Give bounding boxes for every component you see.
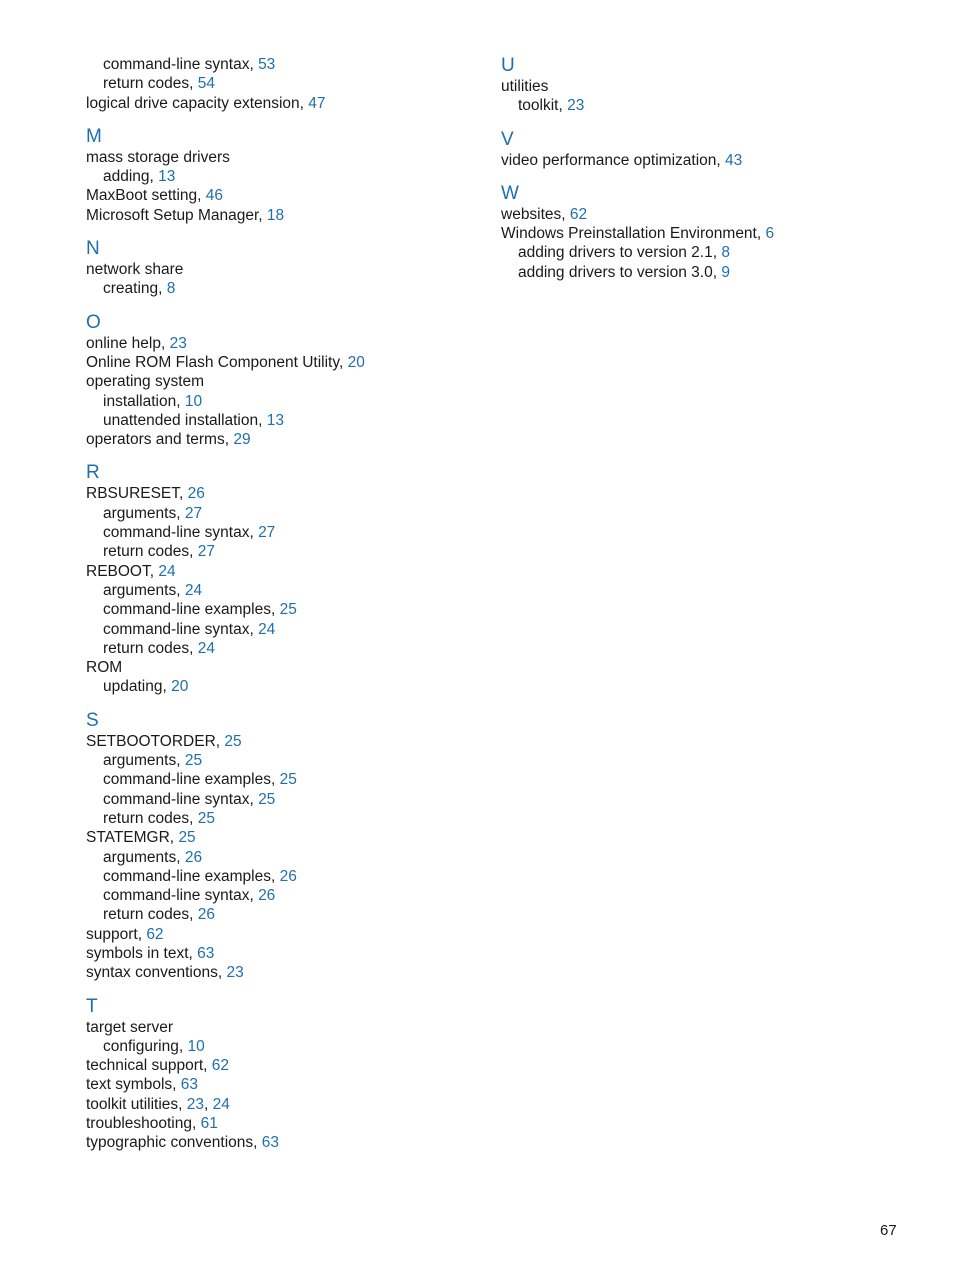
page-reference-link[interactable]: 23 [186,1095,205,1113]
page-reference-link[interactable]: 25 [279,771,297,789]
index-entry-text: video performance optimization, [501,151,726,169]
index-entry [86,430,486,449]
index-letter-heading: M [86,125,102,147]
index-entry [86,1133,486,1152]
index-entry [86,963,486,982]
index-entry [86,658,486,677]
index-entry [86,1114,486,1133]
index-entry-text: adding drivers to version 2.1, [518,244,722,262]
page-reference-link[interactable]: 10 [187,1037,205,1055]
index-entry [86,148,486,167]
page-reference-link[interactable]: 25 [184,752,203,770]
page-reference-link[interactable]: 24 [184,581,203,599]
index-entry-text: arguments, [103,752,185,770]
index-subentry [86,790,486,809]
index-entry-text: mass storage drivers [86,148,230,166]
index-entry [86,925,486,944]
index-entry-text: toolkit utilities, [86,1095,187,1113]
index-entry-text: command-line syntax, [103,887,259,905]
index-entry-text: command-line syntax, [103,620,259,638]
index-entry [86,562,486,581]
page-reference-link[interactable]: 25 [197,809,216,827]
index-entry-text: ROM [86,659,123,677]
index-subentry [86,751,486,770]
page-reference-link[interactable]: 25 [224,732,242,750]
page-reference-link[interactable]: 20 [347,353,365,371]
index-entry-text: configuring, [103,1037,188,1055]
page-reference-link[interactable]: 13 [158,168,176,186]
index-entry [86,334,486,353]
index-entry-text: symbols in text, [86,944,198,962]
index-entry [86,372,486,391]
page-reference-link[interactable]: 9 [721,263,730,281]
page-reference-link[interactable]: 61 [200,1115,218,1133]
index-entry-text: REBOOT, [86,562,159,580]
index-subentry [501,96,921,115]
index-entry-text: toolkit, [518,97,568,115]
page-reference-link[interactable]: 23 [226,964,244,982]
index-entry-text: technical support, [86,1057,212,1075]
index-subentry [86,542,486,561]
page-reference-link[interactable]: 27 [184,504,203,522]
page-reference-link[interactable]: 26 [197,906,216,924]
page-reference-link[interactable]: 62 [146,925,164,943]
index-entry [501,205,921,224]
index-entry-text: adding drivers to version 3.0, [518,263,722,281]
page-reference-link[interactable]: 25 [279,601,297,619]
index-entry-text: arguments, [103,581,185,599]
index-column-right [501,55,921,282]
index-subentry [86,167,486,186]
index-entry-text: websites, [501,205,570,223]
index-entry [86,353,486,372]
index-subentry [86,886,486,905]
index-entry-text: support, [86,925,147,943]
index-subentry [86,677,486,696]
page-reference-link[interactable]: 24 [258,620,276,638]
index-entry-text: unattended installation, [103,411,267,429]
index-subentry [86,392,486,411]
index-entry-text: command-line syntax, [103,56,259,73]
index-entry-text: creating, [103,280,167,298]
index-entry [501,77,921,96]
page-reference-link[interactable]: 26 [187,485,205,503]
index-entry-text: command-line syntax, [103,524,259,542]
index-entry-text: network share [86,261,184,279]
index-entry-text: command-line examples, [103,867,280,885]
index-entry-text: Microsoft Setup Manager, [86,206,267,224]
index-entry-text: installation, [103,392,185,410]
index-entry-text: target server [86,1018,174,1036]
index-entry-text: Online ROM Flash Component Utility, [86,353,348,371]
page-number: 67 [880,1222,897,1239]
index-letter-heading: U [501,55,515,76]
index-entry [86,944,486,963]
index-subentry [86,74,486,93]
index-entry-text: return codes, [103,809,198,827]
index-entry-text: command-line examples, [103,771,280,789]
page-reference-link[interactable]: 46 [205,187,224,205]
index-subentry [501,263,921,282]
page-reference-link[interactable]: 8 [166,280,176,298]
index-entry-text: command-line syntax, [103,790,259,808]
page-reference-link[interactable]: 63 [261,1134,280,1152]
page-reference-link[interactable]: 27 [258,524,276,542]
index-entry-text: return codes, [103,639,198,657]
page-reference-link[interactable]: 63 [197,944,215,962]
index-subentry [86,504,486,523]
page-reference-link[interactable]: 26 [258,887,276,905]
page-reference-link[interactable]: 13 [266,411,284,429]
index-entry-text: typographic conventions, [86,1134,262,1152]
index-entry-text: STATEMGR, [86,829,179,847]
index-entry-text: return codes, [103,75,198,93]
page-reference-link[interactable]: 6 [765,225,775,243]
index-letter-heading: S [86,709,99,731]
page-reference-link[interactable]: 63 [180,1076,198,1094]
index-entry [86,94,486,113]
index-subentry [86,620,486,639]
index-subentry [86,809,486,828]
index-entry [86,186,486,205]
index-entry-text: MaxBoot setting, [86,187,206,205]
page-reference-link[interactable]: 25 [258,790,276,808]
page-reference-link[interactable]: 26 [184,848,203,866]
index-entry [501,151,921,170]
index-entry-text: return codes, [103,906,198,924]
index-subentry [86,581,486,600]
index-entry-text: command-line examples, [103,601,280,619]
index-subentry [86,523,486,542]
index-entry-text: return codes, [103,543,198,561]
index-entry-text: operating system [86,373,205,391]
page-reference-link[interactable]: 8 [721,244,730,262]
index-subentry [86,639,486,658]
page-reference-link[interactable]: 24 [158,562,176,580]
index-subentry [86,848,486,867]
index-entry [86,1018,486,1037]
index-entry [501,224,921,243]
page-reference-link[interactable]: 24 [197,639,216,657]
page-reference-link[interactable]: 23 [169,334,187,352]
index-subentry [86,600,486,619]
index-entry-text: SETBOOTORDER, [86,732,225,750]
index-entry [86,484,486,503]
page-reference-link[interactable]: 62 [211,1057,230,1075]
index-subentry [86,770,486,789]
index-letter-heading: T [86,995,98,1017]
index-subentry [86,279,486,298]
page-reference-link[interactable]: 47 [308,94,326,112]
index-entry-text: arguments, [103,504,185,522]
index-letter-heading: N [86,238,100,260]
page-reference-link[interactable]: 29 [233,431,251,449]
page-reference-link[interactable]: 54 [197,75,216,93]
index-entry-text: adding, [103,168,159,186]
index-letter-heading: R [86,462,100,484]
index-letter-heading: O [86,311,101,333]
index-letter-heading: W [501,182,519,204]
page-reference-link[interactable]: 27 [197,543,216,561]
index-entry [86,732,486,751]
index-entry [86,828,486,847]
page-reference-link[interactable]: 25 [178,829,196,847]
index-entry-text: syntax conventions, [86,964,227,982]
index-column-left [86,55,486,1153]
index-entry [86,1056,486,1075]
page-reference-link[interactable]: 24 [212,1095,230,1113]
page-reference-link[interactable]: 53 [258,56,276,73]
page-reference-link[interactable]: 10 [184,392,203,410]
index-entry-text: Windows Preinstallation Environment, [501,225,766,243]
index-subentry [86,1037,486,1056]
index-subentry [86,411,486,430]
index-entry-text: arguments, [103,848,185,866]
index-entry-text: troubleshooting, [86,1115,201,1133]
page-reference-link[interactable]: 23 [567,97,585,115]
index-letter-heading: V [501,128,514,150]
index-entry-text: text symbols, [86,1076,181,1094]
index-entry-text: RBSURESET, [86,485,188,503]
index-entry-text: logical drive capacity extension, [86,94,309,112]
index-entry-text: utilities [501,78,549,95]
index-entry [86,260,486,279]
index-entry [86,206,486,225]
index-subentry [86,905,486,924]
index-subentry [86,867,486,886]
index-entry: toolkit utilities, 23, 24 [86,1095,230,1113]
page-reference-link[interactable]: 43 [725,151,743,169]
index-entry [86,1075,486,1094]
index-entry-text: operators and terms, [86,431,234,449]
index-entry-text: online help, [86,334,170,352]
index-subentry [86,55,486,74]
page-reference-link[interactable]: 18 [266,206,285,224]
index-subentry [501,243,921,262]
index-entry-text: updating, [103,678,172,696]
page-reference-link[interactable]: 20 [171,678,189,696]
page-reference-link[interactable]: 62 [569,205,588,223]
page-reference-link[interactable]: 26 [279,867,297,885]
